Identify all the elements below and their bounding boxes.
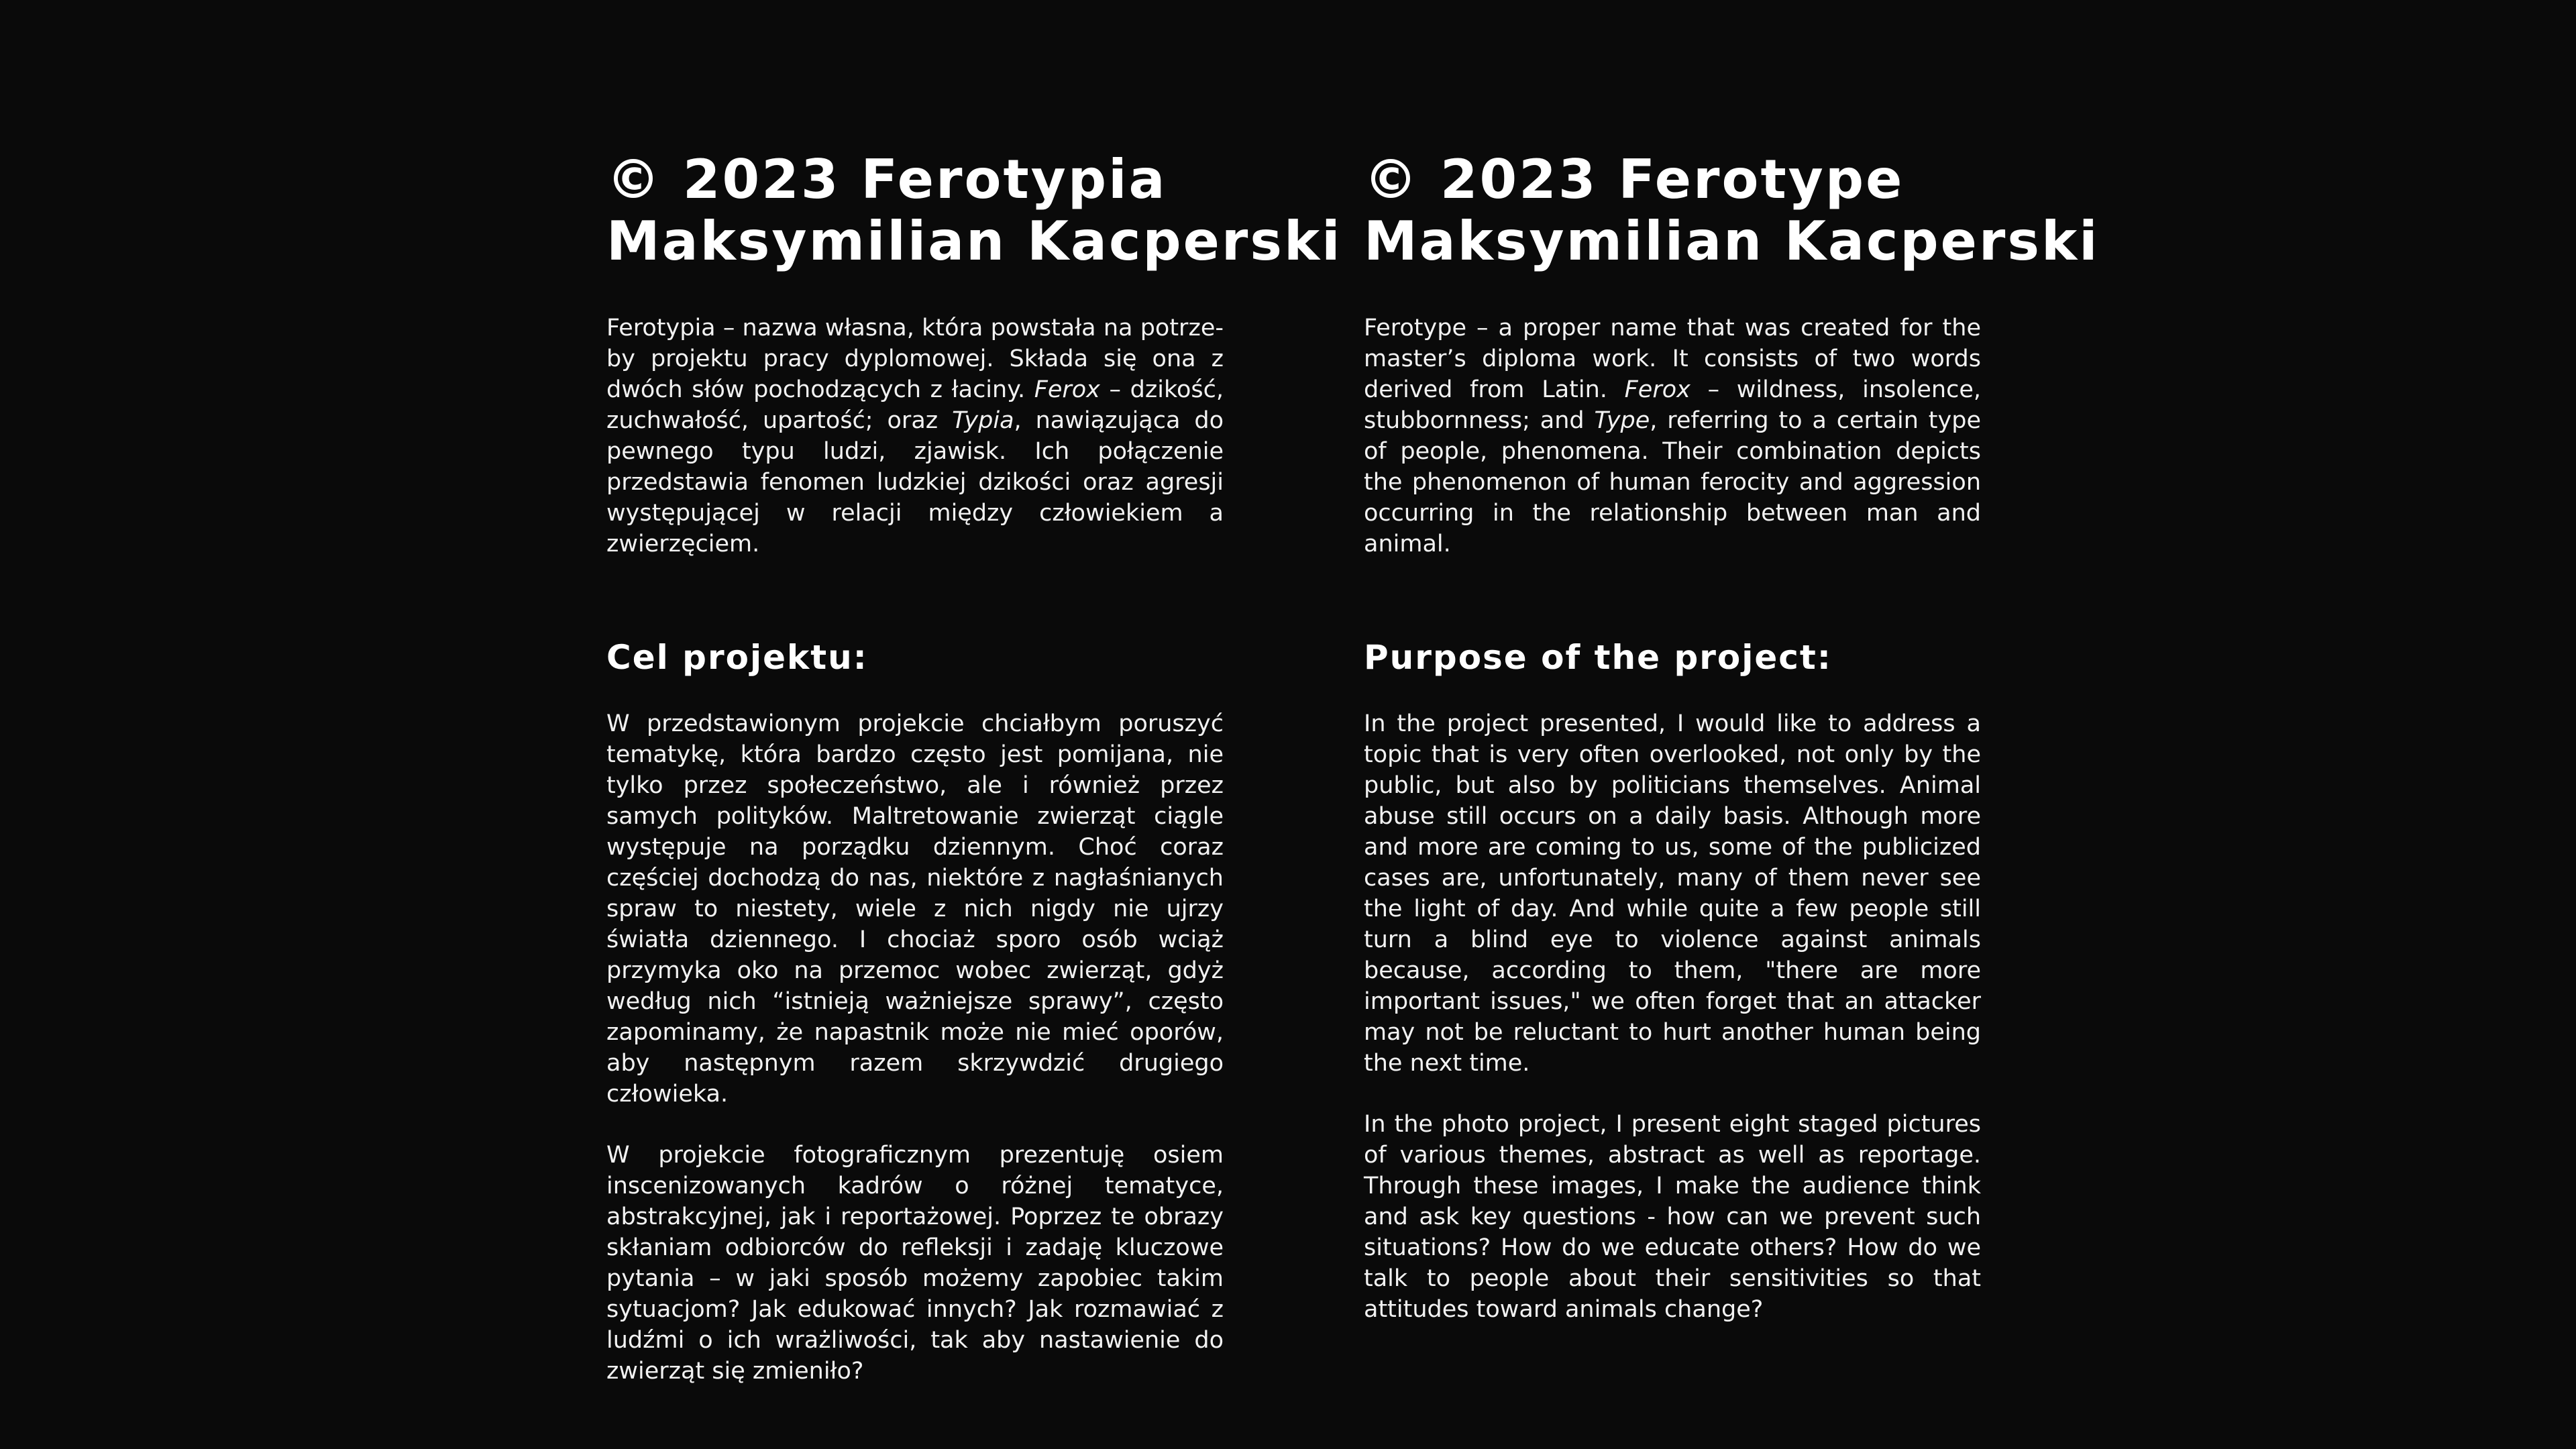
english-body-paragraph-2: In the photo project, I present eight staged pictures of various themes, abstract as well as reportage. Through these images, I make the audience think and ask key questions - how can we prevent such situations? How do we educate others? How do we talk to people about their sensitivities so that attitudes toward animals change? <box>1364 1111 1981 1323</box>
italic-term: Type <box>1594 407 1650 434</box>
text-run: Ferotype – a proper name that was created for the master’s diploma work. It consists of two words derived from Latin. <box>1364 315 1981 403</box>
english-title <box>1364 148 2100 272</box>
english-intro-paragraph <box>1364 313 1981 559</box>
polish-title <box>606 148 1342 272</box>
italic-term: Typia <box>952 407 1014 434</box>
text-run: , referring to a certain type of people, phenomena. Their combination depicts the phenomenon of human ferocity and aggression occurring in the relationship between man and animal. <box>1364 407 1981 557</box>
english-body-paragraph-1: In the project presented, I would like to address a topic that is very often overlooked, not only by the public, but also by politicians themselves. Animal abuse still occurs on a daily basis. Although more and more are coming to us, some of the publicized cases are, unfortunately, many of them never see the light of day. And while quite a few people still turn a blind eye to violence against animals because, according to them, "there are more important issues," we often forget that an attacker may not be reluctant to hurt another human being the next time. <box>1364 710 1981 1077</box>
english-title-line-2: Maksymilian Kacperski <box>1364 210 2100 272</box>
italic-term: Ferox <box>1624 376 1690 403</box>
polish-body-paragraph-1: W przedstawionym projekcie chciałbym poruszyć tematykę, która bardzo często jest pomijana, nie tylko przez społeczeństwo, ale i również przez samych polityków. Maltretowanie zwierząt ciągle występuje na porządku dziennym. Choć coraz częściej dochodzą do nas, niektóre z nagłaśnianych spraw to niestety, wiele z nich nigdy nie ujrzy światła dziennego. I chociaż sporo osób wciąż przymyka oko na przemoc wobec zwierząt, gdyż według nich “istnieją ważniejsze sprawy”, często zapominamy, że napastnik może nie mieć oporów, aby następnym razem skrzywdzić drugiego człowieka. <box>606 710 1224 1108</box>
polish-intro-paragraph <box>606 313 1224 559</box>
polish-column <box>606 148 1342 1387</box>
text-run: – dzikość, zuchwałość, upartość; oraz <box>606 376 1224 434</box>
text-run: , nawiązująca do pewnego typu ludzi, zjawisk. Ich połączenie przedstawia fenomen ludzkiej dzikości oraz agresji występującej w relacji między człowiekiem a zwierzęciem. <box>606 407 1224 557</box>
english-column <box>1364 148 2100 1325</box>
polish-title-line-2: Maksymilian Kacperski <box>606 210 1342 272</box>
text-run: – wildness, insolence, stubbornness; and <box>1364 376 1982 434</box>
english-title-line-1: © 2023 Ferotype <box>1364 148 1904 211</box>
text-run: Ferotypia – nazwa własna, która powstała na potrzeby projektu pracy dyplomowej. Składa się ona z dwóch słów pochodzących z łaciny. <box>606 315 1224 403</box>
polish-title-line-1: © 2023 Ferotypia <box>606 148 1167 211</box>
polish-section-heading: Cel projektu: <box>606 638 868 677</box>
polish-body-paragraph-2: W projekcie fotograficznym prezentuję osiem inscenizowanych kadrów o różnej tematyce, abstrakcyjnej, jak i reportażowej. Poprzez te obrazy skłaniam odbiorców do refleksji i zadaję kluczowe pytania – w jaki sposób możemy zapobiec takim sytuacjom? Jak edukować innych? Jak rozmawiać z ludźmi o ich wrażliwości, tak aby nastawienie do zwierząt się zmieniło? <box>606 1142 1224 1385</box>
english-section-heading: Purpose of the project: <box>1364 638 1832 677</box>
italic-term: Ferox <box>1034 376 1100 403</box>
